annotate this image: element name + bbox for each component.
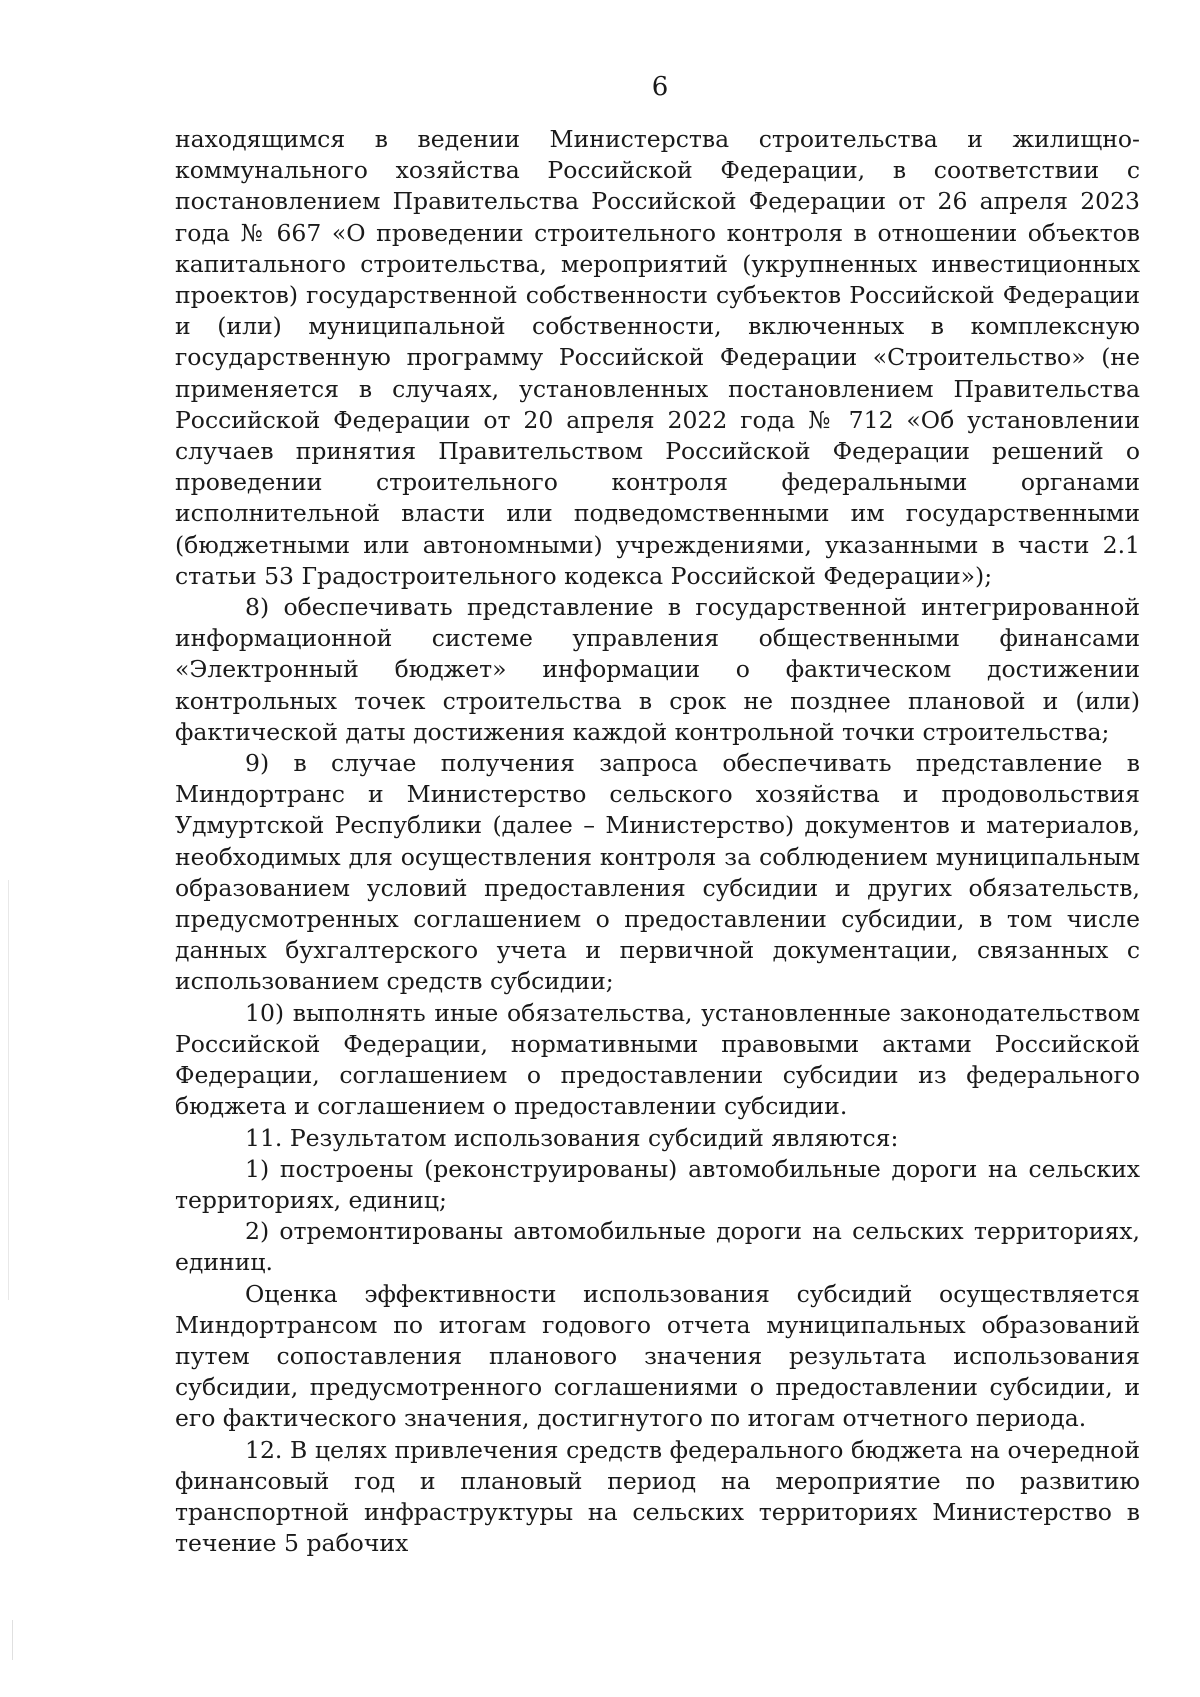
paragraph-result-2: 2) отремонтированы автомобильные дороги на сельских территориях, единиц. [175, 1217, 1140, 1277]
scan-edge-mark [8, 880, 9, 1300]
paragraph-assessment: Оценка эффективности использования субсидий осуществляется Миндортрансом по итогам годового отчета муниципальных образований путем сопоставления планового значения результата использования субсидии, предусмотренного соглашениями о предоставлении субсидии, и его фактического значения, достигнутого по итогам отчетного периода. [175, 1279, 1140, 1433]
paragraph-item-9: 9) в случае получения запроса обеспечивать представление в Миндортранс и Министерство сельского хозяйства и продовольствия Удмуртской Республики (далее – Министерство) документов и материалов, необходимых для осуществления контроля за соблюдением муниципальным образованием условий предоставления субсидии и других обязательств, предусмотренных соглашением о предоставлении субсидии, в том числе данных бухгалтерского учета и первичной документации, связанных с использованием средств субсидии; [175, 749, 1140, 996]
paragraph-item-10: 10) выполнять иные обязательства, установленные законодательством Российской Федерации, нормативными правовыми актами Российской Федерации, соглашением о предоставлении субсидии из федерального бюджета и соглашением о предоставлении субсидии. [175, 998, 1140, 1121]
page-number: 6 [651, 72, 669, 102]
paragraph-result-1: 1) построены (реконструированы) автомобильные дороги на сельских территориях, единиц; [175, 1154, 1140, 1214]
paragraph-section-12: 12. В целях привлечения средств федерального бюджета на очередной финансовый год и плановый период на мероприятие по развитию транспортной инфраструктуры на сельских территориях Министерство в течение 5 рабочих [175, 1435, 1140, 1558]
paragraph-item-8: 8) обеспечивать представление в государственной интегрированной информационной системе управления общественными финансами «Электронный бюджет» информации о фактическом достижении контрольных точек строительства в срок не позднее плановой и (или) фактической даты достижения каждой контрольной точки строительства; [175, 593, 1140, 746]
paragraph-section-11: 11. Результатом использования субсидий являются: [245, 1123, 899, 1152]
paragraph-continued: находящимся в ведении Министерства строительства и жилищно-коммунального хозяйства Российской Федерации, в соответствии с постановлением Правительства Российской Федерации от 26 апреля 2023 года № 667 «О проведении строительного контроля в отношении объектов капитального строительства, мероприятий (укрупненных инвестиционных проектов) государственной собственности субъектов Российской Федерации и (или) муниципальной собственности, включенных в комплексную государственную программу Российской Федерации «Строительство» (не применяется в случаях, установленных постановлением Правительства Российской Федерации от 20 апреля 2022 года № 712 «Об установлении случаев принятия Правительством Российской Федерации решений о проведении строительного контроля федеральными органами исполнительной власти или подведомственными им государственными (бюджетными или автономными) учреждениями, указанными в части 2.1 статьи 53 Градостроительного кодекса Российской Федерации»); [175, 125, 1140, 590]
scan-edge-mark-bottom [12, 1620, 13, 1660]
document-body [175, 124, 1140, 1559]
